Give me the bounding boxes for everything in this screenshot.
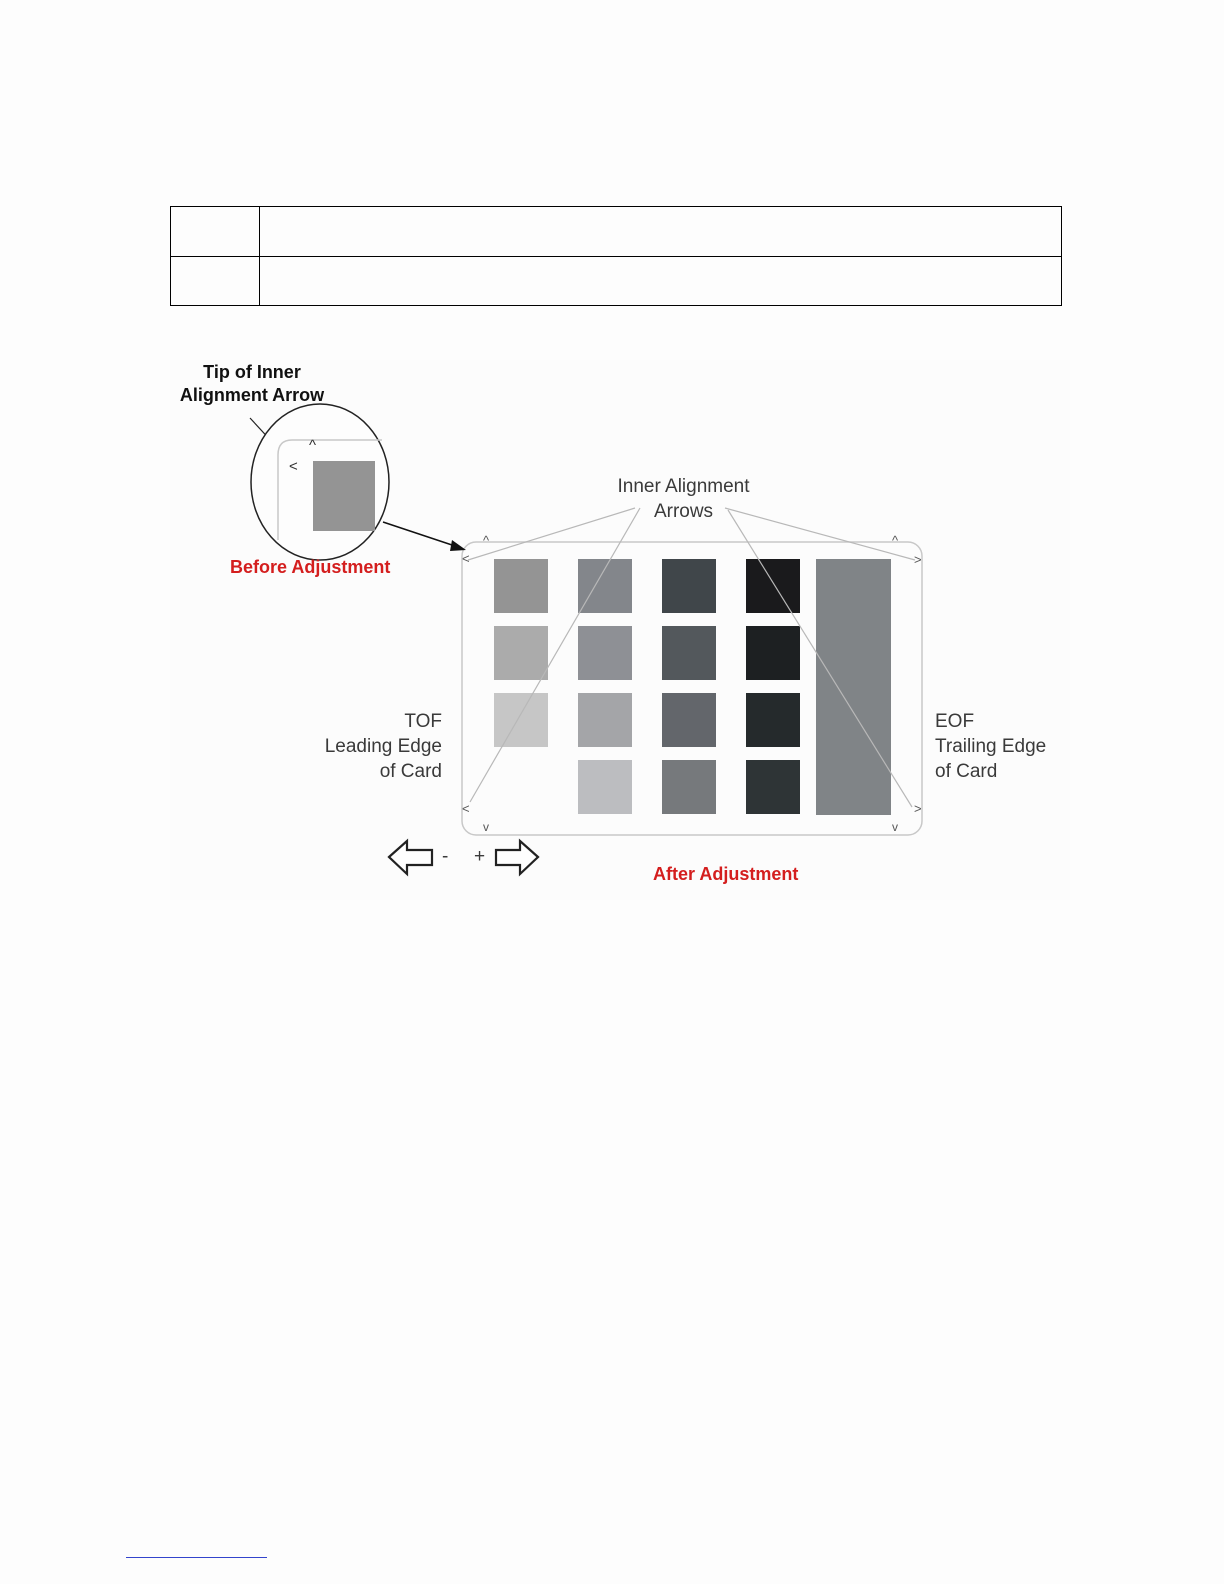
- color-swatch: [746, 693, 800, 747]
- color-swatch: [746, 760, 800, 814]
- tof-label-line: of Card: [379, 761, 442, 782]
- table-cell: [171, 207, 260, 256]
- align-arrow-left-icon: <: [462, 801, 470, 816]
- callout-arrowhead: [450, 540, 466, 551]
- align-arrow-left-icon: <: [462, 551, 470, 566]
- inset-arrow-up-icon: ^: [309, 437, 317, 454]
- alignment-diagram: [170, 360, 1070, 900]
- minus-sign: -: [442, 846, 449, 867]
- color-swatch: [662, 760, 716, 814]
- align-arrow-right-icon: >: [914, 552, 922, 567]
- left-big-arrow: [389, 841, 432, 874]
- plus-sign: +: [474, 846, 486, 867]
- color-swatch: [578, 559, 632, 613]
- color-swatch: [578, 626, 632, 680]
- inset-swatch: [313, 461, 375, 531]
- align-arrow-down-icon: v: [483, 820, 489, 834]
- color-swatch: [494, 693, 548, 747]
- alignment-figure: [170, 360, 1070, 900]
- inner-alignment-label: [596, 474, 771, 524]
- eof-label-line: Trailing Edge: [935, 736, 1047, 757]
- tall-color-bar: [816, 559, 891, 815]
- color-swatch: [578, 760, 632, 814]
- color-swatch: [494, 559, 548, 613]
- color-swatch: [746, 626, 800, 680]
- right-big-arrow: [496, 841, 538, 874]
- eof-label-line: EOF: [935, 711, 975, 732]
- table-cell: [171, 256, 260, 305]
- color-swatch: [578, 693, 632, 747]
- swatch-grid: [494, 559, 800, 814]
- tof-label-line: TOF: [404, 711, 442, 732]
- color-swatch: [746, 559, 800, 613]
- callout-arrow-line: [383, 522, 455, 546]
- after-adjustment-label: After Adjustment: [653, 864, 799, 884]
- table-cell: [261, 256, 1061, 305]
- color-swatch: [662, 559, 716, 613]
- color-swatch: [662, 626, 716, 680]
- tip-label-line: Tip of Inner: [203, 362, 301, 382]
- eof-label-line: of Card: [935, 761, 998, 782]
- before-adjustment-label: Before Adjustment: [230, 557, 391, 577]
- align-arrow-right-icon: >: [914, 801, 922, 816]
- inset-arrow-left-icon: <: [289, 458, 298, 475]
- empty-table: [170, 206, 1062, 306]
- inner-alignment-label-line: Inner Alignment: [617, 476, 750, 497]
- table-row: [171, 256, 1061, 305]
- tip-label: [170, 361, 334, 407]
- table-cell: [261, 207, 1061, 256]
- eof-label: [935, 709, 1046, 784]
- tof-label-line: Leading Edge: [324, 736, 442, 757]
- align-arrow-up-icon: ^: [483, 533, 490, 548]
- footnote-separator: [126, 1557, 267, 1558]
- tof-label: [290, 709, 442, 784]
- color-swatch: [494, 626, 548, 680]
- align-arrow-up-icon: ^: [892, 533, 899, 548]
- color-swatch: [662, 693, 716, 747]
- table-row: [171, 207, 1061, 257]
- tip-label-line: Alignment Arrow: [179, 385, 325, 405]
- inner-alignment-label-line: Arrows: [653, 501, 714, 522]
- align-arrow-down-icon: v: [892, 820, 898, 834]
